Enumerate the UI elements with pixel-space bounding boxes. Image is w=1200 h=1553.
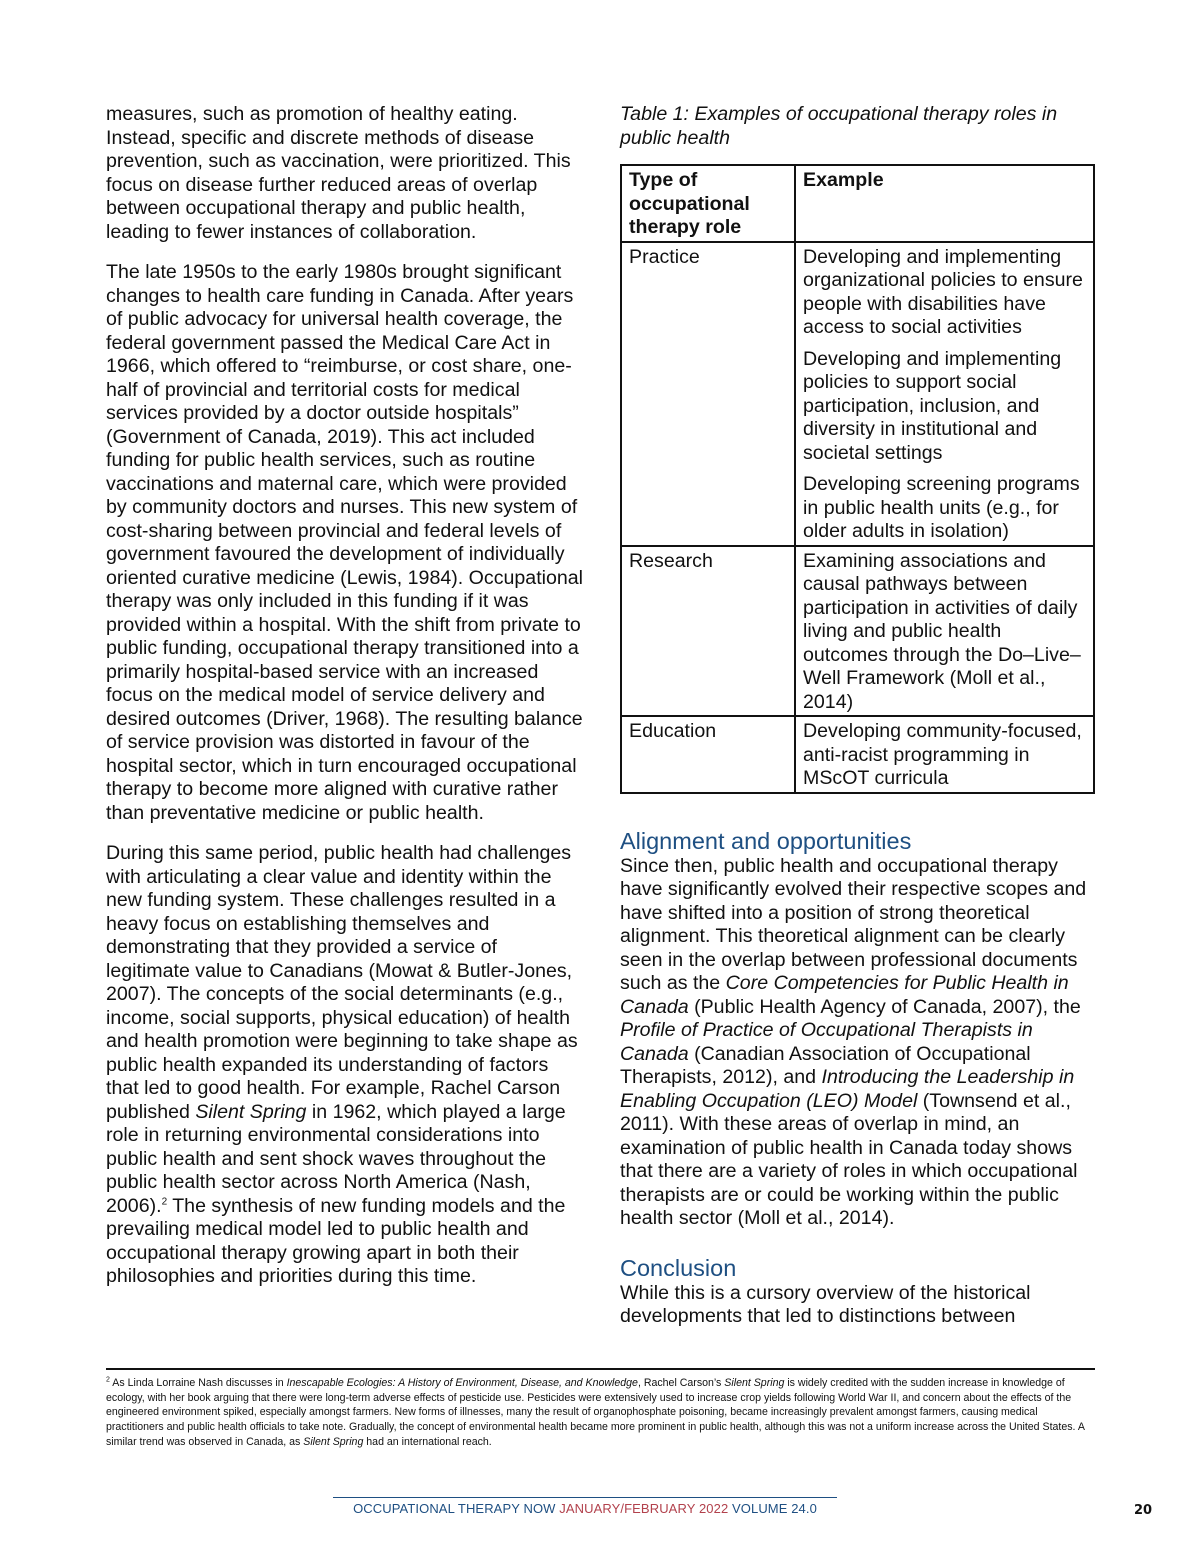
example-item: Examining associations and causal pathways between participation in activities of daily living and public health outcomes through the Do–Live–Well Framework (Moll et al., 2014) bbox=[803, 549, 1081, 713]
footer-divider bbox=[333, 1497, 837, 1498]
table-header-example: Example bbox=[795, 165, 1094, 242]
section-heading-alignment: Alignment and opportunities bbox=[620, 827, 912, 854]
page-footer bbox=[333, 1501, 837, 1517]
example-cell bbox=[795, 242, 1094, 546]
footnote-marker: 2 bbox=[106, 1376, 110, 1384]
roles-table bbox=[620, 164, 1095, 794]
example-item: Developing screening programs in public health units (e.g., for older adults in isolation) bbox=[803, 473, 1080, 542]
document-title: Introducing the Leadership in Enabling Occupation (LEO) Model bbox=[620, 1066, 1075, 1112]
footnote-divider bbox=[106, 1368, 1095, 1370]
body-paragraph: measures, such as promotion of healthy eating. Instead, specific and discrete methods of disease prevention, such as vaccination, were prioritized. This focus on disease further reduced areas of overlap between occupational therapy and public health, leading to fewer instances of collaboration. bbox=[106, 103, 571, 243]
body-paragraph: While this is a cursory overview of the historical developments that led to distinctions between bbox=[620, 1281, 1031, 1327]
table-header-row bbox=[621, 165, 1094, 242]
example-cell bbox=[795, 716, 1094, 793]
example-item: Developing and implementing organizational policies to ensure people with disabilities have access to social activities bbox=[803, 245, 1083, 338]
table-row bbox=[621, 242, 1094, 546]
issue-volume: VOLUME 24.0 bbox=[732, 1501, 817, 1516]
right-column bbox=[620, 103, 1096, 1329]
document-title: Profile of Practice of Occupational Therapists in Canada bbox=[620, 1019, 1033, 1065]
body-paragraph: Since then, public health and occupational therapy have significantly evolved their respective scopes and have shifted into a position of strong theoretical alignment. This theoretical alignment can be clearly seen in the overlap between professional documents such as the Core Competencies for Public Health in Canada (Public Health Agency of Canada, 2007), the Profile of Practice of Occupational Therapists in Canada (Canadian Association of Occupational Therapists, 2012), and Introducing the Leadership in Enabling Occupation (LEO) Model (Townsend et al., 2011). With these areas of overlap in mind, an examination of public health in Canada today shows that there are a variety of roles in which occupational therapists are or could be working within the public health sector (Moll et al., 2014). bbox=[620, 854, 1087, 1229]
table-caption: Table 1: Examples of occupational therapy roles in public health bbox=[620, 103, 1058, 149]
body-paragraph: The late 1950s to the early 1980s brought significant changes to health care funding in Canada. After years of public advocacy for universal health coverage, the federal government passed the Medical Care Act in 1966, which offered to “reimburse, or cost share, one-half of provincial and territorial costs for medical services provided by a doctor outside hospitals” (Government of Canada, 2019). This act included funding for public health services, such as routine vaccinations and maternal care, which were provided by community doctors and nurses. This new system of cost-sharing between provincial and federal levels of government favoured the development of individually oriented curative medicine (Lewis, 1984). Occupational therapy was only included in this funding if it was provided within a hospital. With the shift from private to public funding, occupational therapy transitioned into a primarily hospital-based service with an increased focus on the medical model of service delivery and desired outcomes (Driver, 1968). The resulting balance of service provision was distorted in favour of the hospital sector, which in turn encouraged occupational therapy to become more aligned with curative rather than preventative medicine or public health. bbox=[106, 261, 584, 824]
table-row bbox=[621, 546, 1094, 717]
section-heading-conclusion: Conclusion bbox=[620, 1254, 737, 1281]
role-cell: Research bbox=[621, 546, 795, 717]
role-cell: Practice bbox=[621, 242, 795, 546]
footnote-reference[interactable]: 2 bbox=[161, 1195, 168, 1207]
left-column bbox=[106, 103, 584, 1289]
example-item: Developing and implementing policies to support social participation, inclusion, and diversity in institutional and societal settings bbox=[803, 347, 1062, 464]
example-cell bbox=[795, 546, 1094, 717]
role-cell: Education bbox=[621, 716, 795, 793]
body-paragraph: During this same period, public health had challenges with articulating a clear value and identity within the new funding system. These challenges resulted in a heavy focus on establishing themselves and demonstrating that they provided a service of legitimate value to Canadians (Mowat & Butler-Jones, 2007). The concepts of the social determinants (e.g., income, social supports, physical education) of health and health promotion were beginning to take shape as public health expanded its understanding of factors that led to good health. For example, Rachel Carson published Silent Spring in 1962, which played a large role in returning environmental considerations into public health and sent shock waves throughout the public health sector across North America (Nash, 2006).$^2$ The synthesis of new funding models and the prevailing medical model led to public health and occupational therapy growing apart in both their philosophies and priorities during this time. bbox=[106, 842, 578, 1287]
example-item: Developing community-focused, anti-racist programming in MScOT curricula bbox=[803, 720, 1082, 789]
page-number: 20 bbox=[1134, 1503, 1153, 1518]
magazine-name: OCCUPATIONAL THERAPY NOW bbox=[353, 1501, 556, 1516]
footnote: $^2$ As Linda Lorraine Nash discusses in Inescapable Ecologies: A History of Environment, Disease, and Knowledge, Rachel Carson’s Silent Spring is widely credited with the sudden increase in knowledge of ecology, with her book arguing that there were long-term adverse effects of pesticide use. Pesticides were extensively used to increase crop yields following World War II, and concern about the effects of the engineered environment spiked, especially amongst farmers. New forms of illnesses, many the result of organophosphate poisoning, became increasingly prevalent amongst farmers, causing medical practitioners and public health officials to take note. Gradually, the concept of environmental health became more prominent in public health, although this was not a uniform increase across the United States. A similar trend was observed in Canada, as Silent Spring had an international reach. bbox=[106, 1376, 1085, 1448]
document-title: Core Competencies for Public Health in Canada bbox=[620, 972, 1069, 1018]
issue-date: JANUARY/FEBRUARY 2022 bbox=[559, 1501, 729, 1516]
table-row bbox=[621, 716, 1094, 793]
book-title: Silent Spring bbox=[195, 1100, 307, 1123]
table-header-role: Type of occupational therapy role bbox=[621, 165, 795, 242]
